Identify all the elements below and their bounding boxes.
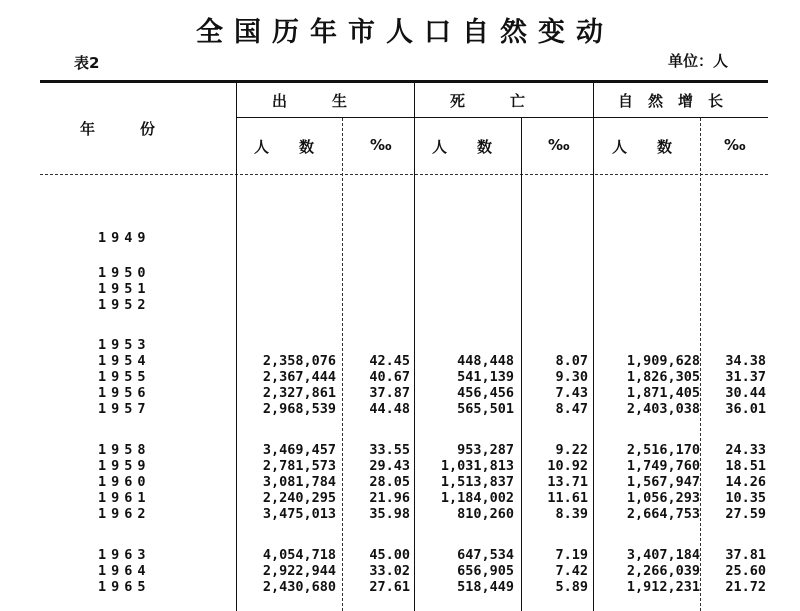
- year-cell: 1950: [98, 265, 151, 281]
- year-cell: 1954: [98, 353, 151, 369]
- deaths-count-cell: 448,448: [457, 353, 514, 369]
- subheader-growth-permille: ‰: [724, 136, 746, 154]
- deaths-rate-cell: 9.30: [555, 369, 588, 385]
- births-rate-cell: 28.05: [369, 474, 410, 490]
- births-rate-cell: 44.48: [369, 401, 410, 417]
- growth-rate-cell: 36.01: [725, 401, 766, 417]
- page-title: 全国历年市人口自然变动: [196, 17, 614, 48]
- subheader-deaths-persons: 人 数: [432, 138, 493, 156]
- header-year: 年 份: [80, 120, 156, 138]
- growth-count-cell: 2,664,753: [626, 506, 700, 522]
- deaths-rate-cell: 8.39: [555, 506, 588, 522]
- year-cell: 1959: [98, 458, 151, 474]
- year-cell: 1963: [98, 547, 151, 563]
- growth-count-cell: 1,056,293: [626, 490, 700, 506]
- deaths-count-cell: 1,031,813: [440, 458, 514, 474]
- deaths-rate-cell: 13.71: [547, 474, 588, 490]
- subheader-births-persons: 人 数: [254, 138, 315, 156]
- growth-rate-cell: 21.72: [725, 579, 766, 595]
- births-count-cell: 2,367,444: [262, 369, 336, 385]
- unit-label: 单位：人: [668, 52, 729, 70]
- deaths-count-cell: 565,501: [457, 401, 514, 417]
- births-count-cell: 2,922,944: [262, 563, 336, 579]
- births-count-cell: 2,781,573: [262, 458, 336, 474]
- births-rate-cell: 29.43: [369, 458, 410, 474]
- growth-rate-cell: 31.37: [725, 369, 766, 385]
- subheader-births-permille: ‰: [370, 136, 392, 154]
- growth-count-cell: 1,749,760: [626, 458, 700, 474]
- header-natural-growth: 自 然 增 长: [618, 92, 724, 110]
- growth-rate-cell: 34.38: [725, 353, 766, 369]
- year-cell: 1952: [98, 297, 151, 313]
- deaths-rate-cell: 8.07: [555, 353, 588, 369]
- subheader-growth-persons: 人 数: [612, 138, 673, 156]
- deaths-rate-cell: 7.42: [555, 563, 588, 579]
- table-number: 表2: [74, 54, 100, 72]
- births-count-cell: 2,327,861: [262, 385, 336, 401]
- growth-count-cell: 2,516,170: [626, 442, 700, 458]
- deaths-count-cell: 518,449: [457, 579, 514, 595]
- year-cell: 1957: [98, 401, 151, 417]
- births-rate-cell: 35.98: [369, 506, 410, 522]
- deaths-count-cell: 647,534: [457, 547, 514, 563]
- births-count-cell: 3,081,784: [262, 474, 336, 490]
- births-count-cell: 2,240,295: [262, 490, 336, 506]
- year-cell: 1965: [98, 579, 151, 595]
- deaths-rate-cell: 7.19: [555, 547, 588, 563]
- births-rate-cell: 42.45: [369, 353, 410, 369]
- births-count-cell: 3,469,457: [262, 442, 336, 458]
- deaths-rate-cell: 11.61: [547, 490, 588, 506]
- year-cell: 1951: [98, 281, 151, 297]
- deaths-count-cell: 810,260: [457, 506, 514, 522]
- deaths-count-cell: 456,456: [457, 385, 514, 401]
- growth-rate-cell: 18.51: [725, 458, 766, 474]
- births-rate-cell: 33.02: [369, 563, 410, 579]
- growth-count-cell: 1,826,305: [626, 369, 700, 385]
- births-count-cell: 4,054,718: [262, 547, 336, 563]
- births-rate-cell: 45.00: [369, 547, 410, 563]
- deaths-rate-cell: 5.89: [555, 579, 588, 595]
- year-cell: 1953: [98, 337, 151, 353]
- deaths-count-cell: 1,513,837: [440, 474, 514, 490]
- growth-rate-cell: 14.26: [725, 474, 766, 490]
- deaths-rate-cell: 9.22: [555, 442, 588, 458]
- growth-count-cell: 2,403,038: [626, 401, 700, 417]
- year-cell: 1955: [98, 369, 151, 385]
- deaths-count-cell: 656,905: [457, 563, 514, 579]
- deaths-count-cell: 1,184,002: [440, 490, 514, 506]
- growth-rate-cell: 24.33: [725, 442, 766, 458]
- year-cell: 1956: [98, 385, 151, 401]
- births-rate-cell: 27.61: [369, 579, 410, 595]
- births-rate-cell: 33.55: [369, 442, 410, 458]
- year-cell: 1964: [98, 563, 151, 579]
- year-cell: 1958: [98, 442, 151, 458]
- deaths-count-cell: 541,139: [457, 369, 514, 385]
- births-rate-cell: 40.67: [369, 369, 410, 385]
- header-births: 出 生: [272, 92, 348, 110]
- growth-count-cell: 1,909,628: [626, 353, 700, 369]
- growth-rate-cell: 25.60: [725, 563, 766, 579]
- growth-count-cell: 1,871,405: [626, 385, 700, 401]
- header-deaths: 死 亡: [450, 92, 526, 110]
- year-cell: 1962: [98, 506, 151, 522]
- births-count-cell: 2,968,539: [262, 401, 336, 417]
- growth-count-cell: 1,567,947: [626, 474, 700, 490]
- births-rate-cell: 37.87: [369, 385, 410, 401]
- births-count-cell: 3,475,013: [262, 506, 336, 522]
- year-cell: 1960: [98, 474, 151, 490]
- growth-rate-cell: 10.35: [725, 490, 766, 506]
- births-rate-cell: 21.96: [369, 490, 410, 506]
- deaths-rate-cell: 10.92: [547, 458, 588, 474]
- growth-count-cell: 2,266,039: [626, 563, 700, 579]
- deaths-count-cell: 953,287: [457, 442, 514, 458]
- deaths-rate-cell: 8.47: [555, 401, 588, 417]
- growth-rate-cell: 30.44: [725, 385, 766, 401]
- births-count-cell: 2,430,680: [262, 579, 336, 595]
- deaths-rate-cell: 7.43: [555, 385, 588, 401]
- births-count-cell: 2,358,076: [262, 353, 336, 369]
- growth-rate-cell: 27.59: [725, 506, 766, 522]
- growth-rate-cell: 37.81: [725, 547, 766, 563]
- growth-count-cell: 1,912,231: [626, 579, 700, 595]
- year-cell: 1961: [98, 490, 151, 506]
- growth-count-cell: 3,407,184: [626, 547, 700, 563]
- subheader-deaths-permille: ‰: [548, 136, 570, 154]
- year-cell: 1949: [98, 230, 151, 246]
